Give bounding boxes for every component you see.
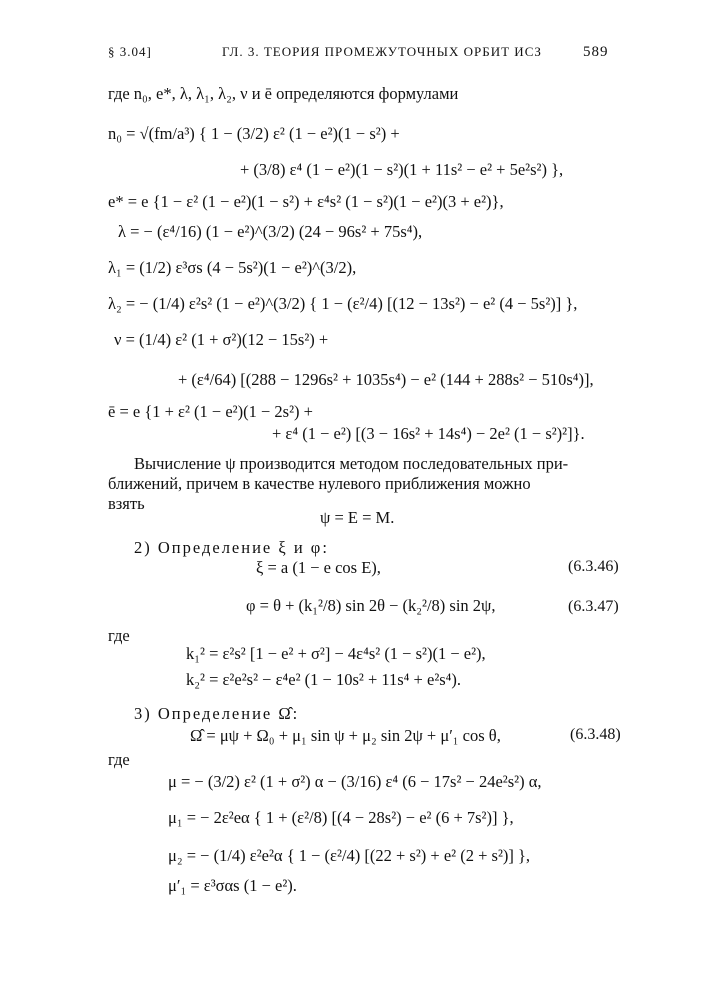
formula-phi: φ = θ + (k₁²/8) sin 2θ − (k₂²/8) sin 2ψ, bbox=[246, 596, 496, 615]
paragraph-equation: ψ = E = M. bbox=[320, 508, 395, 527]
step3-heading: 3) Определение Ω̂: bbox=[134, 704, 300, 723]
step3-where: где bbox=[108, 750, 130, 769]
step2-where: где bbox=[108, 626, 130, 645]
formula-k2: k₂² = ε²e²s² − ε⁴e² (1 − 10s² + 11s⁴ + e²s⁴). bbox=[186, 670, 462, 689]
formula-n0-line2: + (3/8) ε⁴ (1 − e²)(1 − s²)(1 + 11s² − e² + 5e²s²) }, bbox=[240, 160, 564, 179]
formula-mu1: μ₁ = − 2ε²eα { 1 + (ε²/8) [(4 − 28s²) − e² (6 + 7s²)] }, bbox=[168, 808, 514, 827]
formula-nu-line1: ν = (1/4) ε² (1 + σ²)(12 − 15s²) + bbox=[114, 330, 329, 349]
formula-lambda2: λ₂ = − (1/4) ε²s² (1 − e²)^(3/2) { 1 − (ε²/4) [(12 − 13s²) − e² (4 − 5s²)] }, bbox=[108, 294, 578, 313]
formula-omega: Ω̂ = μψ + Ω₀ + μ₁ sin ψ + μ₂ sin 2ψ + μ′₁ cos θ, bbox=[190, 726, 501, 745]
formula-lambda: λ = − (ε⁴/16) (1 − e²)^(3/2) (24 − 96s² + 75s⁴), bbox=[118, 222, 423, 241]
equation-number-46: (6.3.46) bbox=[568, 558, 619, 575]
equation-number-48: (6.3.48) bbox=[570, 726, 621, 743]
intro-line: где n₀, e*, λ, λ₁, λ₂, ν и ē определяются формулами bbox=[108, 84, 459, 103]
formula-xi: ξ = a (1 − e cos E), bbox=[256, 558, 381, 577]
page-number: 589 bbox=[583, 44, 609, 60]
paragraph-line2: ближений, причем в качестве нулевого приближения можно bbox=[108, 474, 531, 493]
formula-n0-line1: n₀ = √(fm/a³) { 1 − (3/2) ε² (1 − e²)(1 − s²) + bbox=[108, 124, 400, 143]
formula-nu-line2: + (ε⁴/64) [(288 − 1296s² + 1035s⁴) − e² (144 + 288s² − 510s⁴)], bbox=[178, 370, 594, 389]
formula-mu2: μ₂ = − (1/4) ε²e²α { 1 − (ε²/4) [(22 + s²) + e² (2 + s²)] }, bbox=[168, 846, 531, 865]
formula-mu1-prime: μ′₁ = ε³σαs (1 − e²). bbox=[168, 876, 297, 895]
formula-mu: μ = − (3/2) ε² (1 + σ²) α − (3/16) ε⁴ (6 − 17s² − 24e²s²) α, bbox=[168, 772, 542, 791]
formula-estar: e* = e {1 − ε² (1 − e²)(1 − s²) + ε⁴s² (1 − s²)(1 − e²)(3 + e²)}, bbox=[108, 192, 504, 211]
section-ref: § 3.04] bbox=[108, 44, 152, 59]
formula-lambda1: λ₁ = (1/2) ε³σs (4 − 5s²)(1 − e²)^(3/2), bbox=[108, 258, 357, 277]
step2-heading: 2) Определение ξ и φ: bbox=[134, 538, 329, 557]
paragraph-line1: Вычисление ψ производится методом последовательных при- bbox=[134, 454, 569, 473]
equation-number-47: (6.3.47) bbox=[568, 598, 619, 615]
running-title: ГЛ. 3. ТЕОРИЯ ПРОМЕЖУТОЧНЫХ ОРБИТ ИСЗ bbox=[222, 44, 542, 59]
formula-k1: k₁² = ε²s² [1 − e² + σ²] − 4ε⁴s² (1 − s²)(1 − e²), bbox=[186, 644, 486, 663]
paragraph-line3: взять bbox=[108, 494, 145, 513]
formula-ebar-line1: ē = e {1 + ε² (1 − e²)(1 − 2s²) + bbox=[108, 402, 313, 421]
formula-ebar-line2: + ε⁴ (1 − e²) [(3 − 16s² + 14s⁴) − 2e² (1 − s²)²]}. bbox=[272, 424, 585, 443]
